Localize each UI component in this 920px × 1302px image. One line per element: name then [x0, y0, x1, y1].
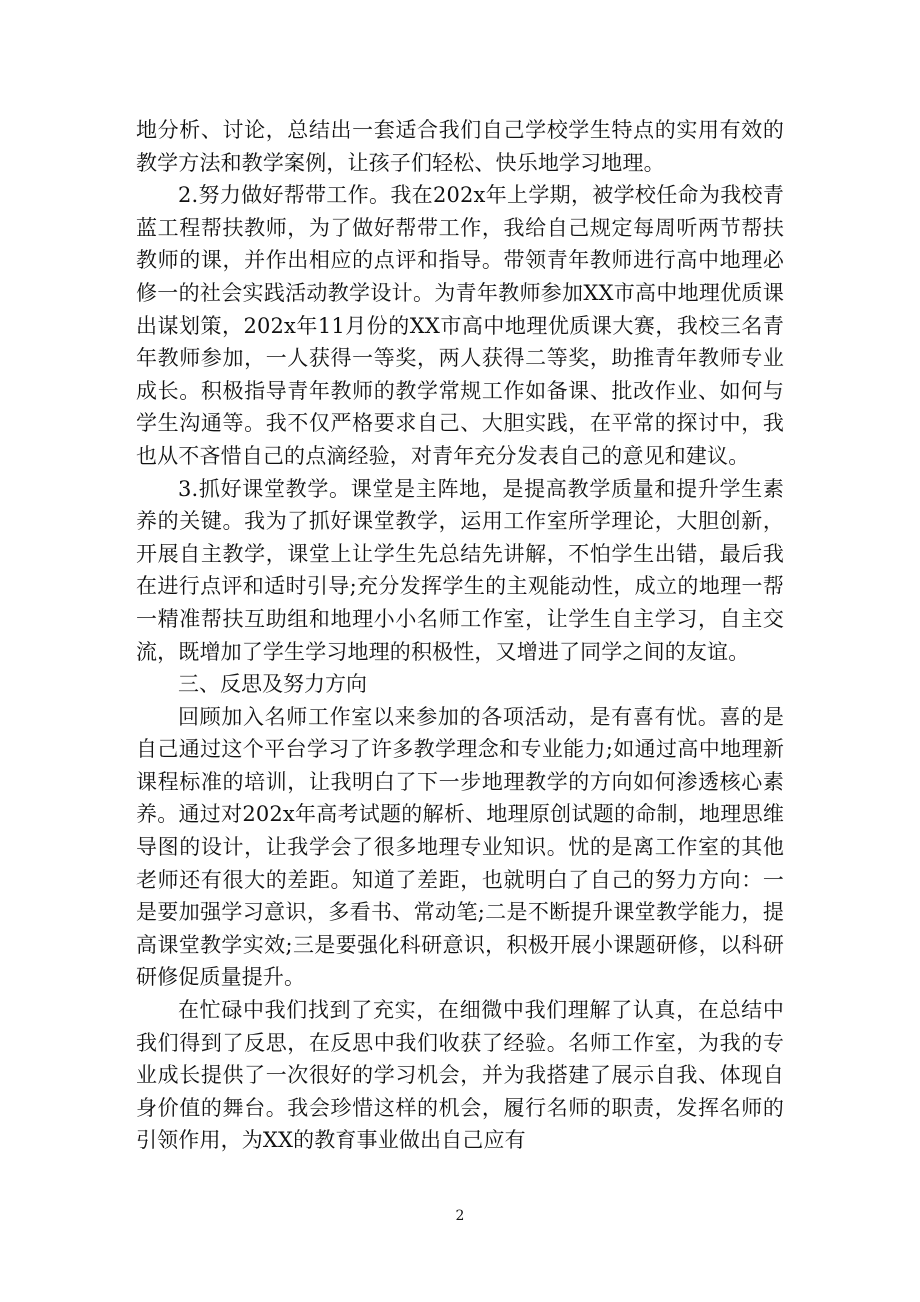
paragraph-classroom-teaching: 3.抓好课堂教学。课堂是主阵地，是提高教学质量和提升学生素养的关键。我为了抓好课堂教学，运用工作室所学理论，大胆创新，开展自主教学，课堂上让学生先总结先讲解，不怕学生出错，最后我在进行点评和适时引导;充分发挥学生的主观能动性，成立的地理一帮一精准帮扶互助组和地理小小名师工作室，让学生自主学习，自主交流，既增加了学生学习地理的积极性，又增进了同学之间的友谊。	[136, 476, 784, 664]
paragraph-continuation: 地分析、讨论，总结出一套适合我们自己学校学生特点的实用有效的教学方法和教学案例，让孩子们轻松、快乐地学习地理。	[136, 118, 784, 175]
page-number: 2	[455, 1208, 465, 1224]
section-heading-reflection: 三、反思及努力方向	[178, 672, 367, 697]
paragraph-review: 回顾加入名师工作室以来参加的各项活动，是有喜有忧。喜的是自己通过这个平台学习了许多教学理念和专业能力;如通过高中地理新课程标准的培训，让我明白了下一步地理教学的方向如何渗透核心素养。通过对202x年高考试题的解析、地理原创试题的命制，地理思维导图的设计，让我学会了很多地理专业知识。忧的是离工作室的其他老师还有很大的差距。知道了差距，也就明白了自己的努力方向：一是要加强学习意识，多看书、常动笔;二是不断提升课堂教学能力，提高课堂教学实效;三是要强化科研意识，积极开展小课题研修，以科研研修促质量提升。	[136, 704, 784, 990]
paragraph-conclusion: 在忙碌中我们找到了充实，在细微中我们理解了认真，在总结中我们得到了反思，在反思中我们收获了经验。名师工作室，为我的专业成长提供了一次很好的学习机会，并为我搭建了展示自我、体现自身价值的舞台。我会珍惜这样的机会，履行名师的职责，发挥名师的引领作用，为XX的教育事业做出自己应有	[136, 998, 784, 1153]
document-body	[136, 114, 784, 1157]
paragraph-mentoring-work: 2.努力做好帮带工作。我在202x年上学期，被学校任命为我校青蓝工程帮扶教师，为了做好帮带工作，我给自己规定每周听两节帮扶教师的课，并作出相应的点评和指导。带领青年教师进行高中地理必修一的社会实践活动教学设计。为青年教师参加XX市高中地理优质课出谋划策，202x年11月份的XX市高中地理优质课大赛，我校三名青年教师参加，一人获得一等奖，两人获得二等奖，助推青年教师专业成长。积极指导青年教师的教学常规工作如备课、批改作业、如何与学生沟通等。我不仅严格要求自己、大胆实践，在平常的探讨中，我也从不吝惜自己的点滴经验，对青年充分发表自己的意见和建议。	[136, 183, 784, 468]
